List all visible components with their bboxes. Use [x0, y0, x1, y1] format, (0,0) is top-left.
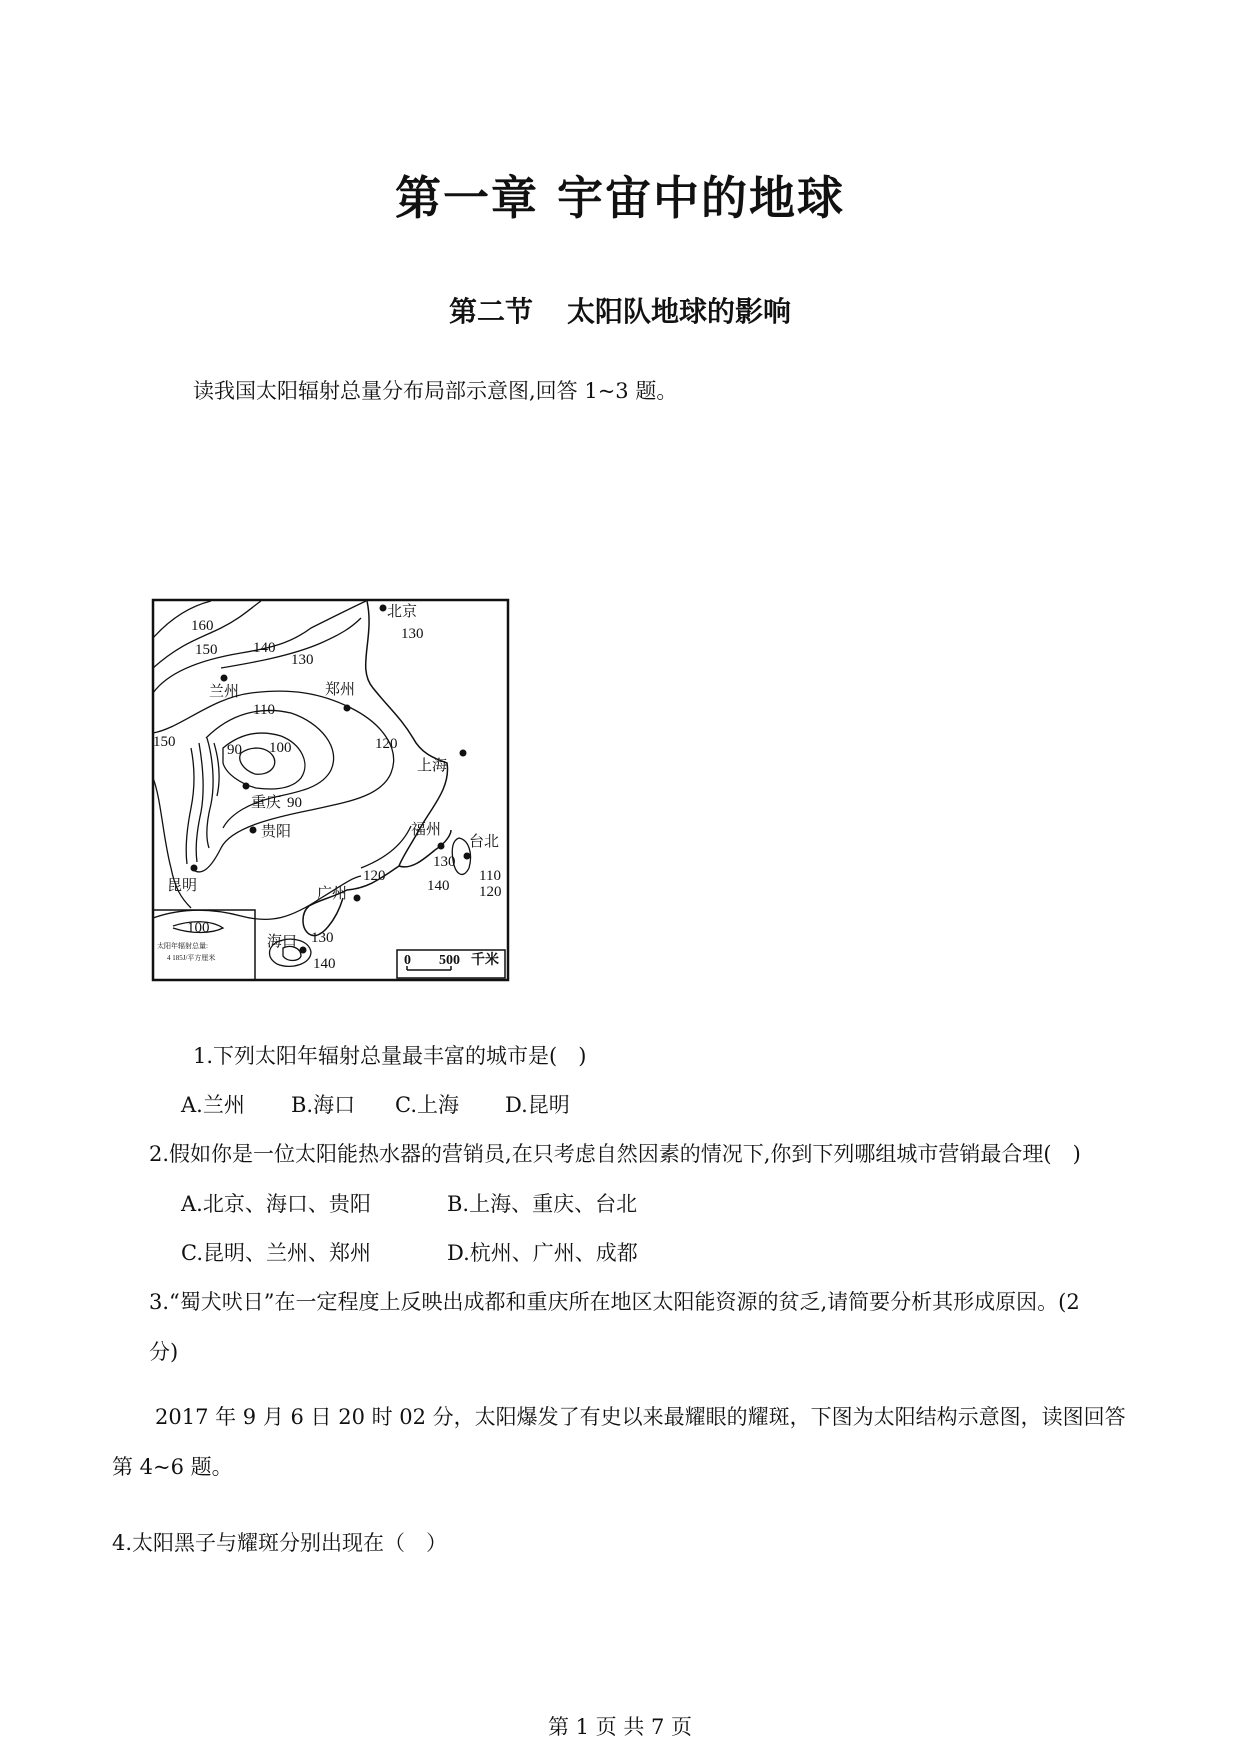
city-label-lanzhou: 兰州 [209, 684, 240, 700]
isoline-label: 110 [253, 702, 275, 718]
question-2-stem: 2.假如你是一位太阳能热水器的营销员,在只考虑自然因素的情况下,你到下列哪组城市营销最合理( ) [149, 1142, 1081, 1166]
scale-distance: 500 [439, 953, 460, 968]
city-dot-beijing [380, 605, 387, 612]
question-2-options-row-1 [181, 1188, 637, 1218]
isoline-label: 130 [311, 930, 334, 946]
question-2-options-row-2 [181, 1237, 638, 1267]
intro-text-1: 读我国太阳辐射总量分布局部示意图,回答 1~3 题。 [193, 379, 678, 403]
legend-text-1: 太阳年辐射总量: [157, 942, 208, 950]
isoline-label: 140 [253, 640, 276, 656]
isoline [196, 743, 203, 862]
scale-zero: 0 [404, 953, 411, 968]
city-label-chongqing: 重庆 [251, 795, 282, 811]
city-label-fuzhou: 福州 [411, 822, 442, 838]
city-dot-fuzhou [438, 843, 445, 850]
section-number: 第二节 [448, 295, 533, 328]
legend-text-2: 4 185J/平方厘米 [167, 954, 216, 962]
isoline-label: 130 [401, 626, 424, 642]
q2-option-d: D.杭州、广州、成都 [447, 1241, 638, 1265]
city-label-haikou: 海口 [267, 934, 298, 950]
isoline [207, 738, 213, 848]
question-1-stem: 1.下列太阳年辐射总量最丰富的城市是( ) [193, 1044, 587, 1068]
isoline-label: 100 [269, 740, 292, 756]
isoline-120 [153, 691, 394, 872]
isoline-label: 150 [153, 734, 176, 750]
question-1-options [181, 1089, 570, 1119]
q2-option-c: C.昆明、兰州、郑州 [181, 1241, 371, 1265]
city-label-taibei: 台北 [469, 834, 500, 850]
isoline-label: 120 [479, 884, 502, 900]
page-footer: 第 1 页 共 7 页 [547, 1715, 693, 1739]
q1-option-d: D.昆明 [505, 1093, 570, 1117]
question-3-line-2: 分) [149, 1340, 179, 1364]
isoline-label: 90 [287, 795, 302, 811]
city-label-zhengzhou: 郑州 [325, 682, 356, 698]
section-name: 太阳队地球的影响 [567, 295, 792, 328]
intro-text-2-line-2: 第 4~6 题。 [112, 1455, 233, 1479]
isoline-label: 160 [191, 618, 214, 634]
isoline-label: 140 [313, 956, 336, 972]
isoline-label: 140 [427, 878, 450, 894]
q1-option-a: A.兰州 [181, 1093, 245, 1117]
isoline [214, 743, 219, 796]
isoline-label: 120 [363, 868, 386, 884]
city-label-beijing: 北京 [387, 604, 418, 620]
isoline-label: 90 [227, 742, 242, 758]
chapter-title: 第一章 宇宙中的地球 [394, 171, 845, 225]
isoline-label: 120 [375, 736, 398, 752]
city-dot-guangzhou [354, 895, 361, 902]
q2-option-a: A.北京、海口、贵阳 [181, 1192, 371, 1216]
city-dot-taibei [464, 853, 471, 860]
q1-option-b: B.海口 [291, 1093, 356, 1117]
isoline-label: 150 [195, 642, 218, 658]
city-dot-guiyang [250, 827, 257, 834]
isoline [361, 826, 411, 868]
isoline-label: 130 [291, 652, 314, 668]
city-label-kunming: 昆明 [167, 878, 198, 894]
city-dot-zhengzhou [344, 705, 351, 712]
isoline [186, 748, 194, 864]
city-dot-lanzhou [221, 675, 228, 682]
question-3-line-1: 3.“蜀犬吠日”在一定程度上反映出成都和重庆所在地区太阳能资源的贫乏,请简要分析其形成原因。(2 [149, 1290, 1080, 1314]
city-dot-kunming [191, 865, 198, 872]
scale-unit: 千米 [471, 953, 499, 968]
city-dot-haikou [300, 947, 307, 954]
section-title [0, 290, 1240, 330]
city-dot-chongqing [243, 783, 250, 790]
question-4-stem: 4.太阳黑子与耀斑分别出现在（ ） [112, 1531, 448, 1555]
isoline-label: 110 [479, 868, 501, 884]
city-dot-shanghai [460, 750, 467, 757]
legend-isoline-label: 100 [187, 920, 210, 936]
solar-radiation-map [151, 598, 511, 982]
q1-option-c: C.上海 [395, 1093, 459, 1117]
q2-option-b: B.上海、重庆、台北 [447, 1192, 638, 1216]
city-label-guiyang: 贵阳 [261, 824, 292, 840]
city-label-guangzhou: 广州 [317, 886, 348, 902]
city-label-shanghai: 上海 [417, 758, 448, 774]
intro-text-2-line-1: 2017 年 9 月 6 日 20 时 02 分，太阳爆发了有史以来最耀眼的耀斑，下图为太阳结构示意图，读图回答 [155, 1405, 1126, 1429]
isoline-label: 130 [433, 854, 456, 870]
